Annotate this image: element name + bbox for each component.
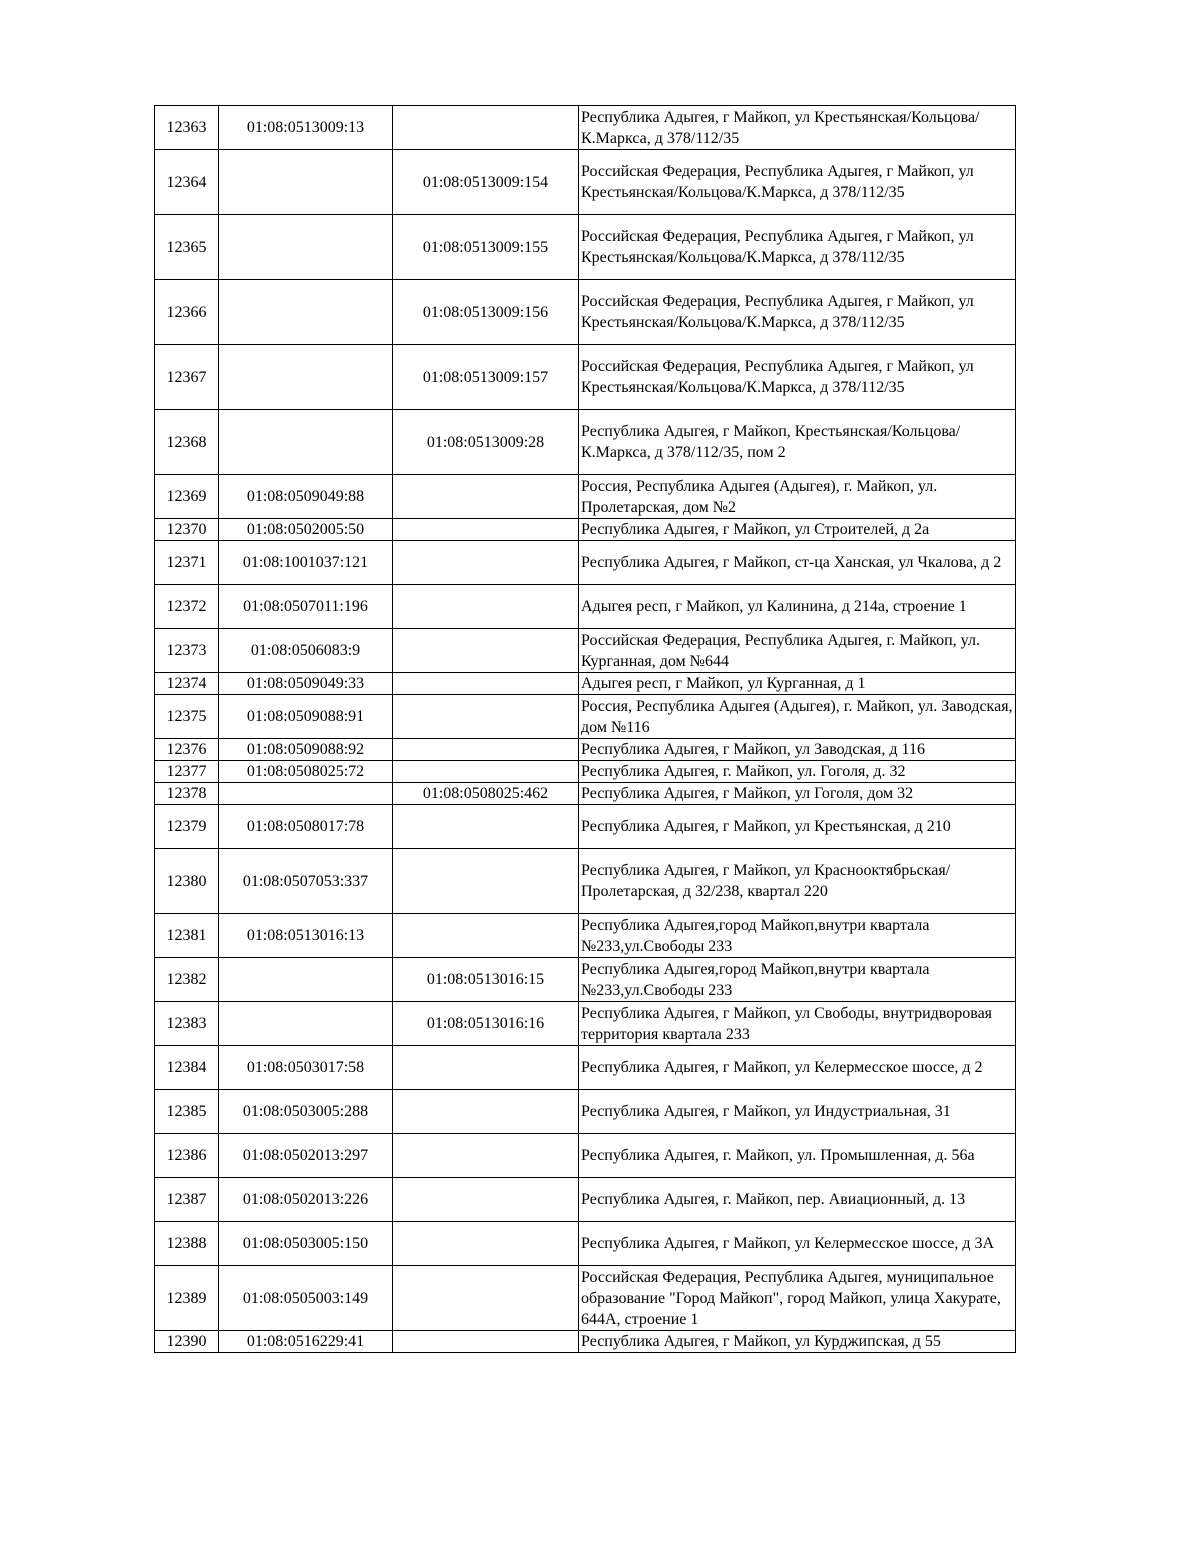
address-cell: Республика Адыгея, г Майкоп, ул Курджипская, д 55 (579, 1331, 1016, 1353)
record-number-cell: 12366 (155, 280, 219, 345)
cadastral-number-cell: 01:08:0509088:91 (219, 695, 393, 739)
table-row (155, 1266, 1016, 1331)
address-cell: Республика Адыгея, г Майкоп, ул Крестьянская, д 210 (579, 805, 1016, 849)
address-cell: Российская Федерация, Республика Адыгея, г Майкоп, ул Крестьянская/Кольцова/К.Маркса, д 378/112/35 (579, 215, 1016, 280)
table-row (155, 150, 1016, 215)
address-cell: Республика Адыгея,город Майкоп,внутри квартала №233,ул.Свободы 233 (579, 914, 1016, 958)
cadastral-number-cell: 01:08:0506083:9 (219, 629, 393, 673)
cadastral-number-cell: 01:08:0508017:78 (219, 805, 393, 849)
cadastral-number-cell: 01:08:0516229:41 (219, 1331, 393, 1353)
table-row (155, 541, 1016, 585)
table-row (155, 783, 1016, 805)
record-number-cell: 12385 (155, 1090, 219, 1134)
linked-cadastral-number-cell (393, 849, 579, 914)
linked-cadastral-number-cell (393, 1222, 579, 1266)
address-cell: Российская Федерация, Республика Адыгея, г. Майкоп, ул. Курганная, дом №644 (579, 629, 1016, 673)
address-cell: Республика Адыгея, г Майкоп, ст-ца Ханская, ул Чкалова, д 2 (579, 541, 1016, 585)
address-cell: Республика Адыгея, г. Майкоп, ул. Промышленная, д. 56а (579, 1134, 1016, 1178)
address-cell: Адыгея респ, г Майкоп, ул Калинина, д 214а, строение 1 (579, 585, 1016, 629)
address-cell: Республика Адыгея, г Майкоп, ул Краснооктябрьская/Пролетарская, д 32/238, квартал 220 (579, 849, 1016, 914)
record-number-cell: 12376 (155, 739, 219, 761)
linked-cadastral-number-cell (393, 1331, 579, 1353)
cadastral-number-cell (219, 783, 393, 805)
cadastral-number-cell: 01:08:0503005:150 (219, 1222, 393, 1266)
table-row (155, 1222, 1016, 1266)
address-cell: Республика Адыгея, г Майкоп, ул Строителей, д 2а (579, 519, 1016, 541)
cadastral-number-cell (219, 150, 393, 215)
linked-cadastral-number-cell (393, 1266, 579, 1331)
table-row (155, 695, 1016, 739)
address-cell: Республика Адыгея,город Майкоп,внутри квартала №233,ул.Свободы 233 (579, 958, 1016, 1002)
linked-cadastral-number-cell (393, 541, 579, 585)
record-number-cell: 12369 (155, 475, 219, 519)
record-number-cell: 12382 (155, 958, 219, 1002)
address-cell: Республика Адыгея, г Майкоп, ул Келермесское шоссе, д 3А (579, 1222, 1016, 1266)
record-number-cell: 12373 (155, 629, 219, 673)
record-number-cell: 12371 (155, 541, 219, 585)
record-number-cell: 12384 (155, 1046, 219, 1090)
address-cell: Республика Адыгея, г Майкоп, ул Свободы, внутридворовая территория квартала 233 (579, 1002, 1016, 1046)
linked-cadastral-number-cell (393, 805, 579, 849)
linked-cadastral-number-cell: 01:08:0513009:28 (393, 410, 579, 475)
record-number-cell: 12374 (155, 673, 219, 695)
table-row (155, 519, 1016, 541)
table-row (155, 475, 1016, 519)
cadastral-number-cell: 01:08:0507053:337 (219, 849, 393, 914)
record-number-cell: 12383 (155, 1002, 219, 1046)
linked-cadastral-number-cell (393, 739, 579, 761)
linked-cadastral-number-cell (393, 1046, 579, 1090)
linked-cadastral-number-cell: 01:08:0513009:156 (393, 280, 579, 345)
cadastral-number-cell (219, 345, 393, 410)
cadastral-number-cell: 01:08:0503017:58 (219, 1046, 393, 1090)
address-cell: Адыгея респ, г Майкоп, ул Курганная, д 1 (579, 673, 1016, 695)
table-row (155, 1331, 1016, 1353)
cadastral-number-cell (219, 958, 393, 1002)
record-number-cell: 12365 (155, 215, 219, 280)
record-number-cell: 12378 (155, 783, 219, 805)
linked-cadastral-number-cell (393, 475, 579, 519)
record-number-cell: 12379 (155, 805, 219, 849)
address-cell: Россия, Республика Адыгея (Адыгея), г. Майкоп, ул. Заводская, дом №116 (579, 695, 1016, 739)
address-cell: Республика Адыгея, г Майкоп, Крестьянская/Кольцова/К.Маркса, д 378/112/35, пом 2 (579, 410, 1016, 475)
cadastral-number-cell (219, 410, 393, 475)
address-cell: Российская Федерация, Республика Адыгея, г Майкоп, ул Крестьянская/Кольцова/К.Маркса, д 378/112/35 (579, 150, 1016, 215)
cadastral-number-cell: 01:08:1001037:121 (219, 541, 393, 585)
table-row (155, 673, 1016, 695)
record-number-cell: 12375 (155, 695, 219, 739)
linked-cadastral-number-cell: 01:08:0508025:462 (393, 783, 579, 805)
address-cell: Республика Адыгея, г. Майкоп, пер. Авиационный, д. 13 (579, 1178, 1016, 1222)
address-cell: Республика Адыгея, г Майкоп, ул Келермесское шоссе, д 2 (579, 1046, 1016, 1090)
linked-cadastral-number-cell (393, 1090, 579, 1134)
record-number-cell: 12368 (155, 410, 219, 475)
cadastral-number-cell: 01:08:0509088:92 (219, 739, 393, 761)
record-number-cell: 12387 (155, 1178, 219, 1222)
table-row (155, 215, 1016, 280)
address-cell: Республика Адыгея, г Майкоп, ул Крестьянская/Кольцова/К.Маркса, д 378/112/35 (579, 106, 1016, 150)
cadastral-number-cell: 01:08:0507011:196 (219, 585, 393, 629)
linked-cadastral-number-cell (393, 914, 579, 958)
cadastral-number-cell: 01:08:0508025:72 (219, 761, 393, 783)
record-number-cell: 12364 (155, 150, 219, 215)
address-cell: Российская Федерация, Республика Адыгея, муниципальное образование "Город Майкоп", город Майкоп, улица Хакурате, 644А, строение 1 (579, 1266, 1016, 1331)
linked-cadastral-number-cell: 01:08:0513016:15 (393, 958, 579, 1002)
record-number-cell: 12386 (155, 1134, 219, 1178)
record-number-cell: 12381 (155, 914, 219, 958)
record-number-cell: 12377 (155, 761, 219, 783)
address-cell: Россия, Республика Адыгея (Адыгея), г. Майкоп, ул. Пролетарская, дом №2 (579, 475, 1016, 519)
linked-cadastral-number-cell (393, 761, 579, 783)
linked-cadastral-number-cell (393, 1134, 579, 1178)
linked-cadastral-number-cell (393, 629, 579, 673)
cadastral-number-cell: 01:08:0509049:88 (219, 475, 393, 519)
address-cell: Российская Федерация, Республика Адыгея, г Майкоп, ул Крестьянская/Кольцова/К.Маркса, д 378/112/35 (579, 280, 1016, 345)
table-row (155, 914, 1016, 958)
cadastral-number-cell (219, 1002, 393, 1046)
cadastral-number-cell: 01:08:0503005:288 (219, 1090, 393, 1134)
table-row (155, 1178, 1016, 1222)
linked-cadastral-number-cell (393, 695, 579, 739)
cadastral-number-cell: 01:08:0502005:50 (219, 519, 393, 541)
record-number-cell: 12372 (155, 585, 219, 629)
linked-cadastral-number-cell (393, 1178, 579, 1222)
record-number-cell: 12390 (155, 1331, 219, 1353)
record-number-cell: 12370 (155, 519, 219, 541)
registry-table-body (155, 106, 1016, 1353)
table-row (155, 585, 1016, 629)
address-cell: Российская Федерация, Республика Адыгея, г Майкоп, ул Крестьянская/Кольцова/К.Маркса, д 378/112/35 (579, 345, 1016, 410)
table-row (155, 410, 1016, 475)
linked-cadastral-number-cell: 01:08:0513016:16 (393, 1002, 579, 1046)
table-row (155, 805, 1016, 849)
linked-cadastral-number-cell: 01:08:0513009:154 (393, 150, 579, 215)
linked-cadastral-number-cell: 01:08:0513009:157 (393, 345, 579, 410)
table-row (155, 1002, 1016, 1046)
record-number-cell: 12363 (155, 106, 219, 150)
table-row (155, 1090, 1016, 1134)
table-row (155, 958, 1016, 1002)
cadastral-number-cell (219, 215, 393, 280)
linked-cadastral-number-cell (393, 106, 579, 150)
table-row (155, 1046, 1016, 1090)
cadastral-number-cell: 01:08:0502013:226 (219, 1178, 393, 1222)
table-row (155, 849, 1016, 914)
registry-table (154, 105, 1016, 1353)
cadastral-number-cell: 01:08:0513016:13 (219, 914, 393, 958)
address-cell: Республика Адыгея, г Майкоп, ул Индустриальная, 31 (579, 1090, 1016, 1134)
record-number-cell: 12367 (155, 345, 219, 410)
table-row (155, 739, 1016, 761)
linked-cadastral-number-cell (393, 673, 579, 695)
table-row (155, 345, 1016, 410)
cadastral-number-cell: 01:08:0502013:297 (219, 1134, 393, 1178)
address-cell: Республика Адыгея, г. Майкоп, ул. Гоголя, д. 32 (579, 761, 1016, 783)
address-cell: Республика Адыгея, г Майкоп, ул Гоголя, дом 32 (579, 783, 1016, 805)
table-row (155, 280, 1016, 345)
linked-cadastral-number-cell (393, 585, 579, 629)
table-row (155, 629, 1016, 673)
linked-cadastral-number-cell: 01:08:0513009:155 (393, 215, 579, 280)
table-row (155, 106, 1016, 150)
cadastral-number-cell: 01:08:0505003:149 (219, 1266, 393, 1331)
table-row (155, 1134, 1016, 1178)
linked-cadastral-number-cell (393, 519, 579, 541)
cadastral-number-cell: 01:08:0509049:33 (219, 673, 393, 695)
cadastral-number-cell (219, 280, 393, 345)
table-row (155, 761, 1016, 783)
record-number-cell: 12380 (155, 849, 219, 914)
record-number-cell: 12388 (155, 1222, 219, 1266)
record-number-cell: 12389 (155, 1266, 219, 1331)
address-cell: Республика Адыгея, г Майкоп, ул Заводская, д 116 (579, 739, 1016, 761)
cadastral-number-cell: 01:08:0513009:13 (219, 106, 393, 150)
